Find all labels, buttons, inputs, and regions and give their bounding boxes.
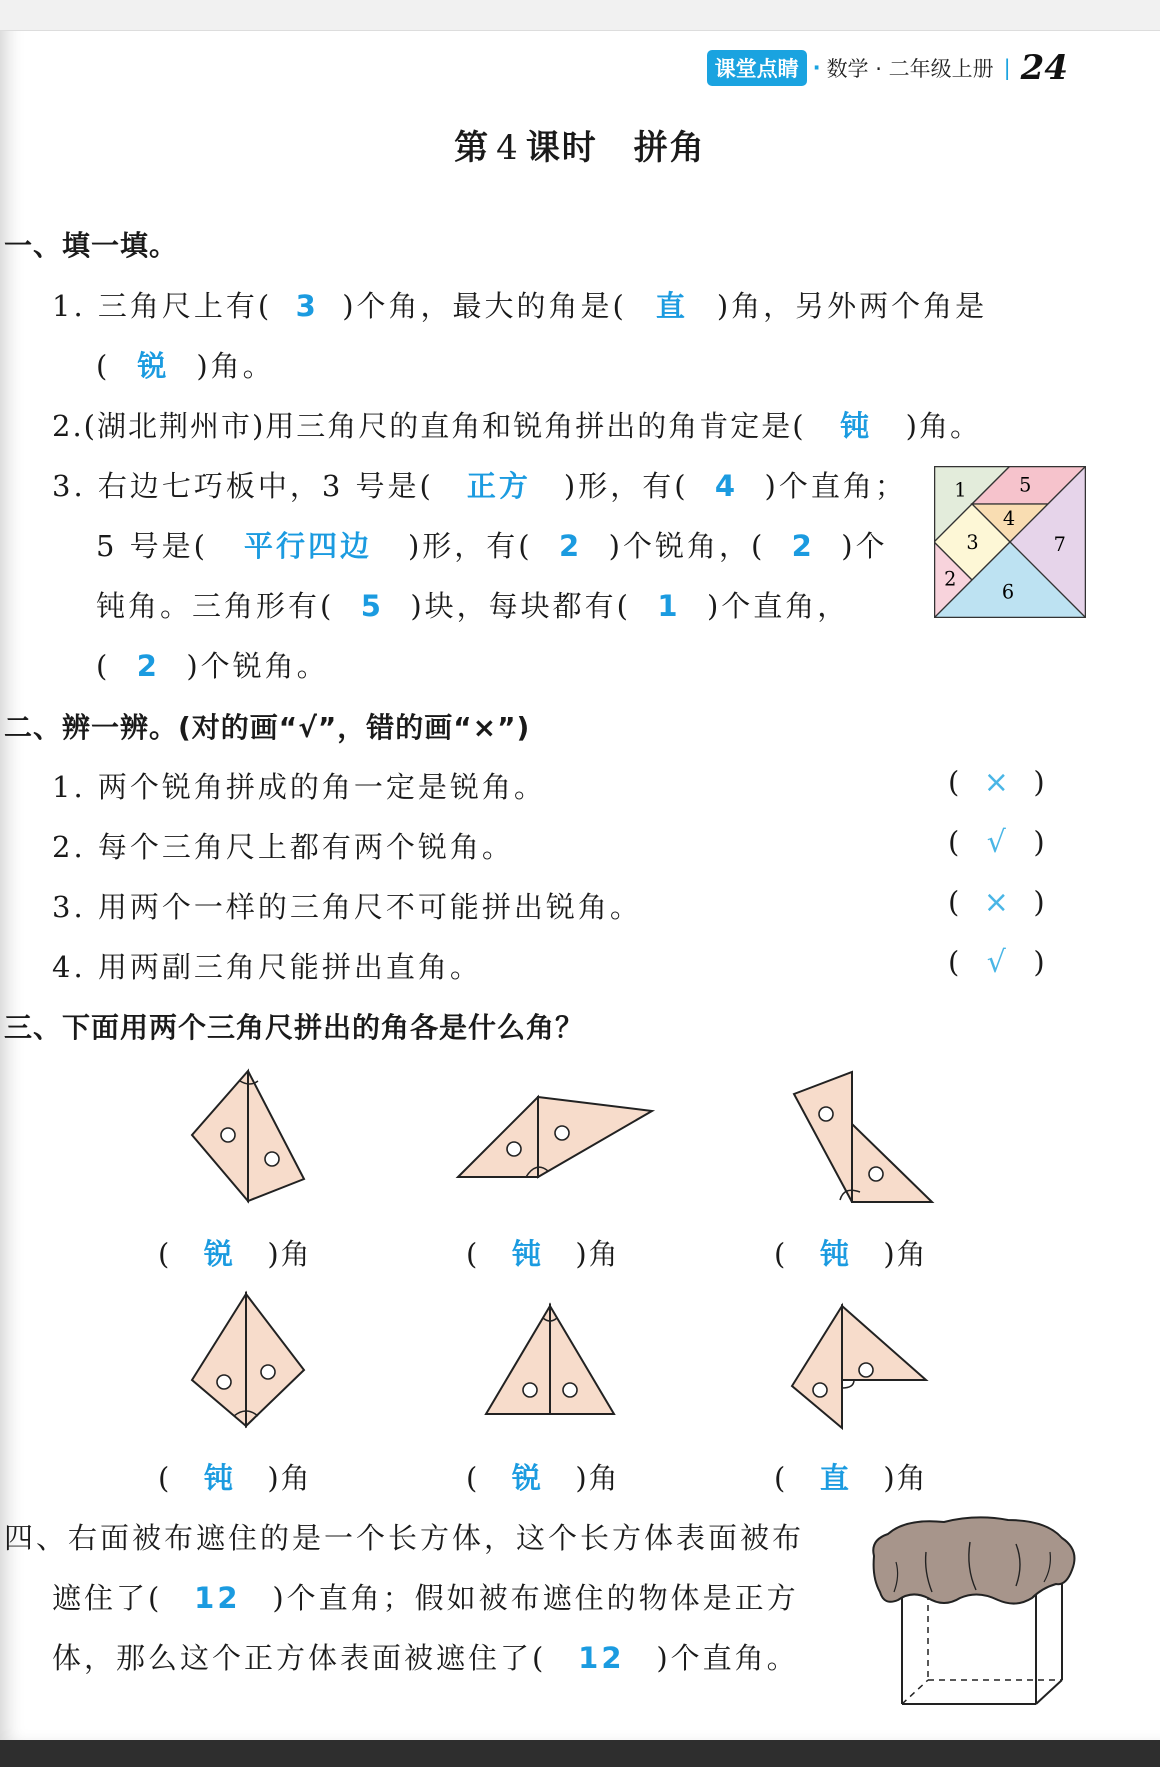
header-separator: | <box>1003 56 1011 80</box>
tangram-label-4: 4 <box>1002 506 1016 530</box>
paren-close: )角 <box>267 1237 312 1271</box>
angle-figure-5 <box>480 1302 620 1427</box>
q3-line-b <box>96 524 888 565</box>
paren-open: ( <box>158 1461 172 1495</box>
s4-answer-cube: 12 <box>578 1641 625 1675</box>
figure4-answer: 钝 <box>203 1461 235 1495</box>
top-strip <box>0 0 1160 31</box>
tangram-label-5: 5 <box>1019 473 1032 497</box>
judge-answer-1 <box>948 765 1045 800</box>
judge-answer-4 <box>948 945 1045 980</box>
paren-close: ) <box>1033 945 1045 979</box>
paren-close: ) <box>1033 825 1045 859</box>
angle-figure-3 <box>784 1068 944 1208</box>
judge-item-1: 1. 两个锐角拼成的角一定是锐角。 <box>52 770 546 804</box>
section2-heading: 二、辨一辨。(对的画“√”，错的画“×”) <box>4 711 531 744</box>
tangram-figure <box>934 466 1086 618</box>
q3c-text-2: )块，每块都有( <box>410 589 631 623</box>
paren-open: ( <box>466 1461 480 1495</box>
angle-figure-1 <box>180 1065 315 1210</box>
q3-answer-acute: 2 <box>559 529 583 563</box>
judge-answer-3 <box>948 885 1045 920</box>
angle-figure-2 <box>450 1085 660 1195</box>
q1-answer-count: 3 <box>295 289 319 323</box>
q2-answer: 钝 <box>840 409 872 443</box>
figure3-answer: 钝 <box>819 1237 851 1271</box>
answer-slot-1 <box>158 1232 312 1273</box>
q3a-text-1: 3. 右边七巧板中，3 号是( <box>52 469 434 503</box>
lesson-title <box>0 120 1160 169</box>
q1-text-2: )个角，最大的角是( <box>342 289 627 323</box>
q3b-text-4: )个 <box>841 529 888 563</box>
q3c-text-1: 钝角。三角形有( <box>96 589 335 623</box>
judge-mark-3: × <box>983 885 1009 920</box>
tangram-label-7: 7 <box>1053 533 1066 557</box>
q1-line-b <box>96 344 275 385</box>
section1-heading: 一、填一填。 <box>4 229 179 262</box>
tangram-label-6: 6 <box>1001 580 1015 604</box>
q3-line-a <box>52 464 907 505</box>
angle-figure-4 <box>180 1290 315 1435</box>
s4-text-2b: )个直角；假如被布遮住的物体是正方 <box>272 1581 799 1615</box>
paren-close: )角 <box>883 1461 928 1495</box>
s4-text-3b: )个直角。 <box>656 1641 799 1675</box>
s4-text-3a: 体，那么这个正方体表面被遮住了( <box>52 1641 547 1675</box>
q3d-text-2: )个锐角。 <box>186 649 329 683</box>
bottom-bar <box>0 1740 1160 1767</box>
judge-item-4: 4. 用两副三角尺能拼出直角。 <box>52 950 482 984</box>
q1-text-1: 1. 三角尺上有( <box>52 289 273 323</box>
q2-text-2: )角。 <box>905 409 981 443</box>
q3-answer-triangles: 5 <box>360 589 384 623</box>
q3-line-d <box>96 644 329 685</box>
header-dot: · <box>812 56 821 80</box>
paren-open: ( <box>774 1461 788 1495</box>
paren-close: )角 <box>575 1237 620 1271</box>
judge-mark-1: × <box>983 765 1009 800</box>
s4-answer-cuboid: 12 <box>194 1581 241 1615</box>
title-prefix: 第 <box>454 128 491 168</box>
q3b-text-3: )个锐角，( <box>608 529 766 563</box>
q3b-text-1: 5 号是( <box>96 529 208 563</box>
figure6-answer: 直 <box>819 1461 851 1495</box>
q3-line-c <box>96 584 849 625</box>
q3-answer-each-acute: 2 <box>136 649 160 683</box>
q2-line <box>52 404 981 445</box>
answer-slot-5 <box>466 1456 620 1497</box>
q3a-text-2: )形，有( <box>563 469 689 503</box>
judge-mark-4: √ <box>986 945 1006 980</box>
q3-answer-shape3: 正方 <box>466 469 531 503</box>
paren-close: )角 <box>575 1461 620 1495</box>
section4-line-3 <box>52 1636 799 1677</box>
title-number: 4 <box>496 128 520 168</box>
section4-line-2 <box>52 1576 799 1617</box>
paren-open: ( <box>948 825 960 859</box>
answer-slot-6 <box>774 1456 928 1497</box>
judge-item-3: 3. 用两个一样的三角尺不可能拼出锐角。 <box>52 890 642 924</box>
answer-slot-4 <box>158 1456 312 1497</box>
angle-figure-6 <box>784 1300 934 1435</box>
page-number: 24 <box>1020 48 1068 88</box>
q1b-close: )角。 <box>196 349 275 383</box>
judge-mark-2: √ <box>986 825 1006 860</box>
q3b-text-2: )形，有( <box>407 529 533 563</box>
q2-text-1: 2.(湖北荆州市)用三角尺的直角和锐角拼出的角肯定是( <box>52 409 806 443</box>
q3d-open: ( <box>96 649 111 683</box>
s4-text-1: 四、右面被布遮住的是一个长方体，这个长方体表面被布 <box>4 1521 805 1555</box>
answer-slot-2 <box>466 1232 620 1273</box>
section3-heading: 三、下面用两个三角尺拼出的角各是什么角？ <box>4 1011 585 1044</box>
title-text: 课时 拼角 <box>525 128 706 168</box>
tangram-label-3: 3 <box>966 531 979 555</box>
figure1-answer: 锐 <box>203 1237 235 1271</box>
q1-line-a <box>52 284 987 325</box>
q3-answer-each-right: 1 <box>657 589 681 623</box>
judge-answer-2 <box>948 825 1045 860</box>
paren-open: ( <box>948 885 960 919</box>
paren-open: ( <box>466 1237 480 1271</box>
page-header <box>707 48 1068 88</box>
q1b-open: ( <box>96 349 111 383</box>
q3-answer-right-angles: 4 <box>714 469 739 503</box>
answer-slot-3 <box>774 1232 928 1273</box>
subject-label: 数学 · 二年级上册 <box>826 57 994 81</box>
series-badge: 课堂点睛 <box>707 50 807 86</box>
cloth-covered-cuboid <box>866 1512 1086 1712</box>
paren-close: ) <box>1033 885 1045 919</box>
q1-answer-largest: 直 <box>655 289 688 323</box>
judge-item-2: 2. 每个三角尺上都有两个锐角。 <box>52 830 514 864</box>
figure2-answer: 钝 <box>511 1237 543 1271</box>
q3a-text-3: )个直角； <box>764 469 907 503</box>
q3c-text-3: )个直角， <box>706 589 850 623</box>
paren-open: ( <box>948 945 960 979</box>
figure5-answer: 锐 <box>511 1461 543 1495</box>
q3-answer-obtuse: 2 <box>791 529 815 563</box>
paren-close: )角 <box>267 1461 312 1495</box>
s4-text-2a: 遮住了( <box>52 1581 163 1615</box>
tangram-label-1: 1 <box>954 478 967 502</box>
paren-open: ( <box>774 1237 788 1271</box>
q3-answer-shape5: 平行四边 <box>243 529 372 563</box>
paren-open: ( <box>948 765 960 799</box>
section4-line-1 <box>4 1516 804 1557</box>
paren-open: ( <box>158 1237 172 1271</box>
paren-close: ) <box>1033 765 1045 799</box>
q1-answer-other: 锐 <box>137 349 170 383</box>
paren-close: )角 <box>883 1237 928 1271</box>
tangram-label-2: 2 <box>944 567 957 591</box>
q1-text-3: )角，另外两个角是 <box>716 289 988 323</box>
